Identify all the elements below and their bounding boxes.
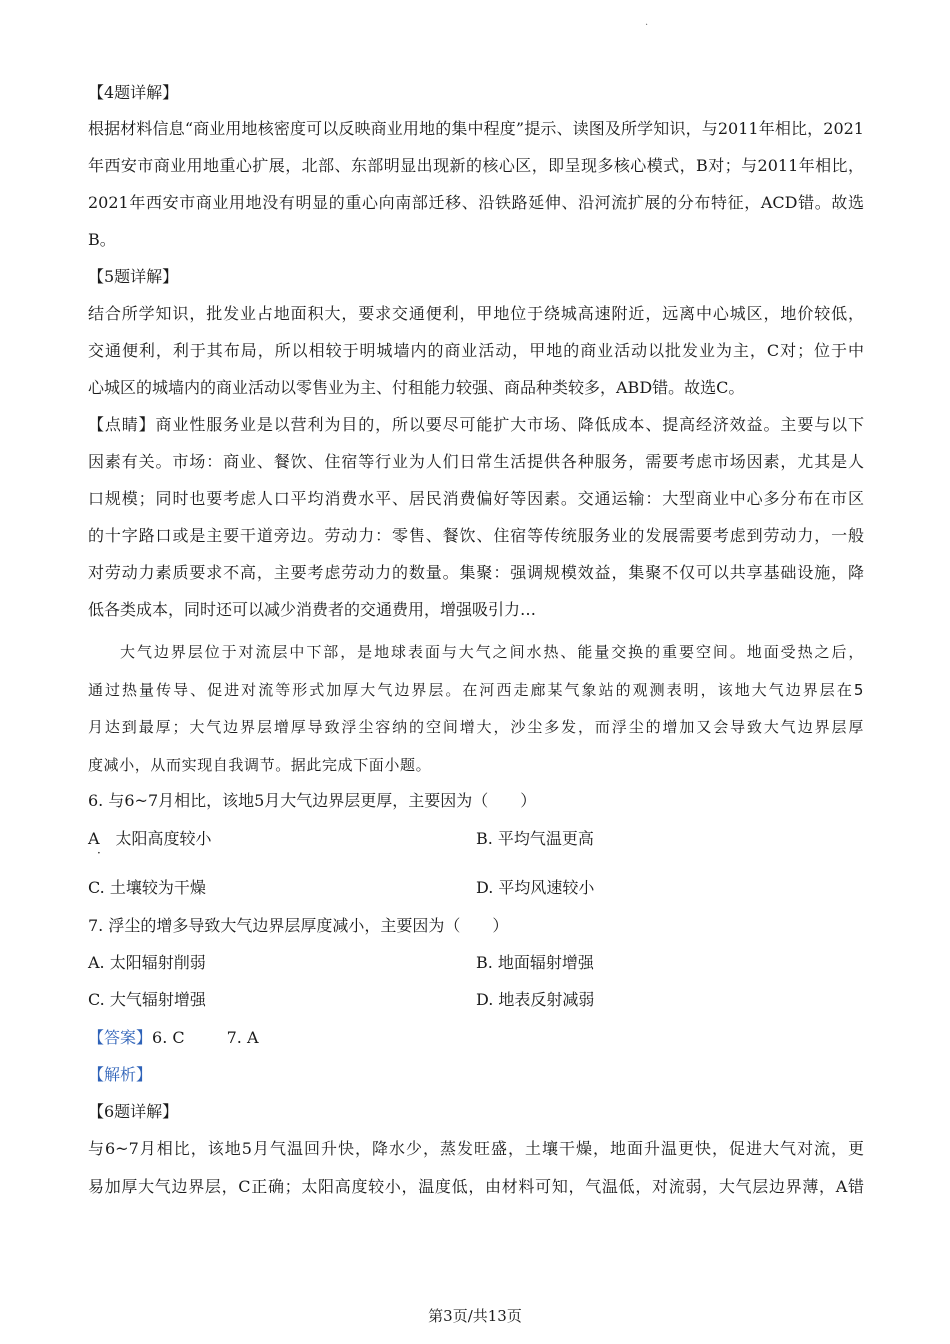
tip-line-3: 口规模；同时也要考虑人口平均消费水平、居民消费偏好等因素。交通运输：大型商业中心多分布在市区 [88, 489, 864, 508]
q6-detail-heading: 【6题详解】 [88, 1102, 179, 1121]
q6-option-a: A 太阳高度较小 [88, 829, 212, 848]
answer-7: 7. A [226, 1028, 259, 1047]
q6-detail-line-2: 易加厚大气边界层，C正确；太阳高度较小，温度低，由材料可知，气温低，对流弱，大气层边界薄，A错 [88, 1177, 864, 1196]
q5-line-2: 交通便利，利于其布局，所以相较于明城墙内的商业活动，甲地的商业活动以批发业为主，C对；位于中 [88, 341, 864, 360]
answer-row [88, 1027, 259, 1049]
q7-stem: 7. 浮尘的增多导致大气边界层厚度减小，主要因为（ ） [88, 916, 509, 935]
q6-stem: 6. 与6~7月相比，该地5月大气边界层更厚，主要因为（ ） [88, 791, 537, 810]
q5-line-1: 结合所学知识，批发业占地面积大，要求交通便利，甲地位于绕城高速附近，远离中心城区，地价较低， [88, 304, 864, 323]
q7-option-a: A. 太阳辐射削弱 [88, 953, 206, 972]
q4-line-2: 年西安市商业用地重心扩展，北部、东部明显出现新的核心区，即呈现多核心模式，B对；与2011年相比， [88, 156, 864, 175]
header-mark: · [645, 20, 649, 31]
q5-heading: 【5题详解】 [88, 267, 179, 286]
q6-option-d: D. 平均风速较小 [476, 878, 595, 897]
q6-detail-line-1: 与6~7月相比，该地5月气温回升快，降水少，蒸发旺盛，土壤干燥，地面升温更快，促进大气对流，更 [88, 1139, 864, 1158]
answer-label: 【答案】 [88, 1028, 153, 1047]
analysis-label: 【解析】 [88, 1065, 153, 1084]
tip-line-5: 对劳动力素质要求不高，主要考虑劳动力的数量。集聚：强调规模效益，集聚不仅可以共享基础设施，降 [88, 563, 864, 582]
q4-line-1: 根据材料信息“商业用地核密度可以反映商业用地的集中程度”提示、读图及所学知识，与2011年相比，2021 [88, 119, 864, 138]
material-line-3: 月达到最厚；大气边界层增厚导致浮尘容纳的空间增大，沙尘多发，而浮尘的增加又会导致大气边界层厚 [88, 718, 864, 736]
q7-option-b: B. 地面辐射增强 [476, 953, 594, 972]
material-line-1: 大气边界层位于对流层中下部，是地球表面与大气之间水热、能量交换的重要空间。地面受热之后， [120, 643, 864, 661]
page-footer: 第3页/共13页 [428, 1307, 522, 1325]
q7-option-d: D. 地表反射减弱 [476, 990, 595, 1009]
tip-line-2: 因素有关。市场：商业、餐饮、住宿等行业为人们日常生活提供各种服务，需要考虑市场因素，尤其是人 [88, 452, 864, 471]
material-line-4: 度减小，从而实现自我调节。据此完成下面小题。 [88, 756, 432, 774]
q6-option-c: C. 土壤较为干燥 [88, 878, 206, 897]
q4-line-3: 2021年西安市商业用地没有明显的重心向南部迁移、沿铁路延伸、沿河流扩展的分布特征，ACD错。故选 [88, 193, 864, 212]
tip-line-1: 【点睛】商业性服务业是以营利为目的，所以要尽可能扩大市场、降低成本、提高经济效益。主要与以下 [88, 415, 864, 434]
q6-option-b: B. 平均气温更高 [476, 829, 594, 848]
tip-line-4: 的十字路口或是主要干道旁边。劳动力：零售、餐饮、住宿等传统服务业的发展需要考虑到劳动力，一般 [88, 526, 864, 545]
q6-option-a-dot: · [97, 846, 101, 860]
q7-option-c: C. 大气辐射增强 [88, 990, 206, 1009]
tip-line-6: 低各类成本，同时还可以减少消费者的交通费用，增强吸引力… [88, 600, 537, 619]
material-line-2: 通过热量传导、促进对流等形式加厚大气边界层。在河西走廊某气象站的观测表明，该地大气边界层在5 [88, 681, 864, 699]
answer-6: 6. C [152, 1028, 185, 1047]
q5-line-3: 心城区的城墙内的商业活动以零售业为主、付租能力较强、商品种类较多，ABD错。故选C。 [88, 378, 745, 397]
q4-heading: 【4题详解】 [88, 83, 179, 102]
q4-line-4: B。 [88, 230, 116, 249]
